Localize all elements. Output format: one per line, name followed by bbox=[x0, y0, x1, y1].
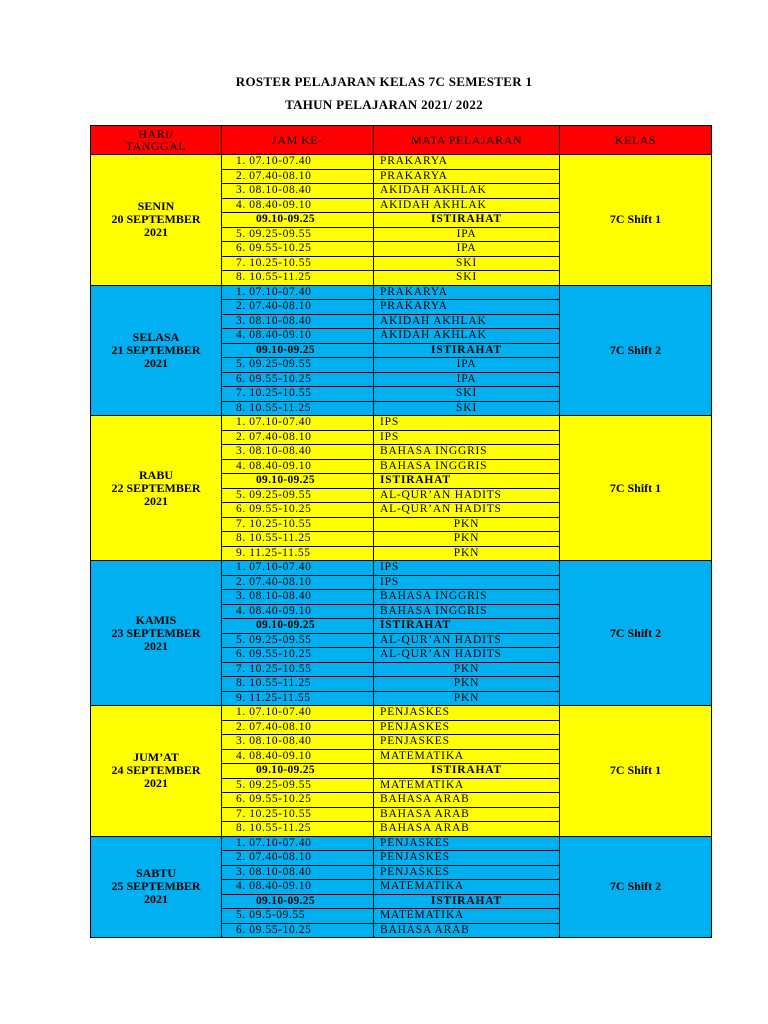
subject-cell: PENJASKES bbox=[374, 851, 560, 866]
day-year: 2021 bbox=[144, 493, 168, 508]
subject-cell: BAHASA INGGRIS bbox=[374, 445, 560, 460]
jam-cell: 4. 08.40-09.10 bbox=[222, 604, 374, 619]
jam-cell: 7. 10.25-10.55 bbox=[222, 256, 374, 271]
subject-cell: MATEMATIKA bbox=[374, 909, 560, 924]
subject-cell: AL-QUR’AN HADITS bbox=[374, 648, 560, 663]
jam-cell: 4. 08.40-09.10 bbox=[222, 749, 374, 764]
break-label-cell: ISTIRAHAT bbox=[374, 343, 560, 358]
day-cell bbox=[91, 706, 222, 837]
subject-cell: BAHASA ARAB bbox=[374, 793, 560, 808]
subject-cell: PRAKARYA bbox=[374, 169, 560, 184]
break-time-cell: 09.10-09.25 bbox=[222, 619, 374, 634]
break-time-cell: 09.10-09.25 bbox=[222, 213, 374, 228]
subject-cell: IPS bbox=[374, 430, 560, 445]
class-cell: 7C Shift 2 bbox=[560, 561, 712, 706]
class-cell: 7C Shift 1 bbox=[560, 416, 712, 561]
jam-cell: 8. 10.55-11.25 bbox=[222, 822, 374, 837]
subject-cell: PENJASKES bbox=[374, 865, 560, 880]
jam-cell: 6. 09.55-10.25 bbox=[222, 503, 374, 518]
jam-cell: 7. 10.25-10.55 bbox=[222, 807, 374, 822]
header-jam: JAM KE- bbox=[222, 126, 374, 155]
jam-cell: 9. 11.25-11.55 bbox=[222, 546, 374, 561]
page-title: ROSTER PELAJARAN KELAS 7C SEMESTER 1 bbox=[235, 74, 533, 89]
subject-cell: AKIDAH AKHLAK bbox=[374, 184, 560, 199]
jam-cell: 2. 07.40-08.10 bbox=[222, 300, 374, 315]
day-year: 2021 bbox=[144, 225, 168, 240]
subject-cell: PRAKARYA bbox=[374, 155, 560, 170]
table-row bbox=[91, 416, 712, 431]
day-day: JUM’AT bbox=[133, 750, 179, 765]
day-date: 22 SEPTEMBER bbox=[111, 480, 201, 495]
jam-cell: 1. 07.10-07.40 bbox=[222, 285, 374, 300]
day-day: SELASA bbox=[132, 329, 180, 344]
jam-cell: 4. 08.40-09.10 bbox=[222, 198, 374, 213]
jam-cell: 6. 09.55-10.25 bbox=[222, 923, 374, 938]
jam-cell: 8. 10.55-11.25 bbox=[222, 271, 374, 286]
subject-cell: AKIDAH AKHLAK bbox=[374, 198, 560, 213]
header-kelas: KELAS bbox=[560, 126, 712, 155]
jam-cell: 3. 08.10-08.40 bbox=[222, 865, 374, 880]
subject-cell: PENJASKES bbox=[374, 706, 560, 721]
subject-cell: AL-QUR’AN HADITS bbox=[374, 488, 560, 503]
jam-cell: 5. 09.5-09.55 bbox=[222, 909, 374, 924]
subject-cell: AKIDAH AKHLAK bbox=[374, 314, 560, 329]
class-cell: 7C Shift 2 bbox=[560, 836, 712, 938]
roster-body bbox=[91, 155, 712, 938]
page-subtitle: TAHUN PELAJARAN 2021/ 2022 bbox=[285, 97, 483, 112]
jam-cell: 8. 10.55-11.25 bbox=[222, 401, 374, 416]
jam-cell: 6. 09.55-10.25 bbox=[222, 793, 374, 808]
subject-cell: IPS bbox=[374, 416, 560, 431]
day-year: 2021 bbox=[144, 776, 168, 791]
table-row bbox=[91, 285, 712, 300]
table-row bbox=[91, 706, 712, 721]
subject-cell: PRAKARYA bbox=[374, 300, 560, 315]
jam-cell: 1. 07.10-07.40 bbox=[222, 836, 374, 851]
jam-cell: 9. 11.25-11.55 bbox=[222, 691, 374, 706]
subject-cell: BAHASA INGGRIS bbox=[374, 604, 560, 619]
jam-cell: 8. 10.55-11.25 bbox=[222, 677, 374, 692]
subject-cell: IPA bbox=[374, 242, 560, 257]
day-cell bbox=[91, 285, 222, 416]
break-label-cell: ISTIRAHAT bbox=[374, 894, 560, 909]
class-cell: 7C Shift 2 bbox=[560, 285, 712, 416]
subject-cell: MATEMATIKA bbox=[374, 778, 560, 793]
jam-cell: 5. 09.25-09.55 bbox=[222, 227, 374, 242]
subject-cell: PENJASKES bbox=[374, 735, 560, 750]
break-label-cell: ISTIRAHAT bbox=[374, 213, 560, 228]
jam-cell: 3. 08.10-08.40 bbox=[222, 445, 374, 460]
subject-cell: PKN bbox=[374, 662, 560, 677]
roster-table bbox=[90, 125, 712, 938]
subject-cell: MATEMATIKA bbox=[374, 880, 560, 895]
jam-cell: 1. 07.10-07.40 bbox=[222, 416, 374, 431]
day-day: SABTU bbox=[135, 866, 176, 881]
subject-cell: IPA bbox=[374, 372, 560, 387]
header-mapel: MATA PELAJARAN bbox=[374, 126, 560, 155]
subject-cell: PRAKARYA bbox=[374, 285, 560, 300]
day-year: 2021 bbox=[144, 355, 168, 370]
subject-cell: SKI bbox=[374, 256, 560, 271]
jam-cell: 3. 08.10-08.40 bbox=[222, 184, 374, 199]
break-time-cell: 09.10-09.25 bbox=[222, 343, 374, 358]
day-date: 20 SEPTEMBER bbox=[111, 212, 201, 227]
subject-cell: BAHASA INGGRIS bbox=[374, 590, 560, 605]
day-cell bbox=[91, 836, 222, 938]
day-year: 2021 bbox=[144, 892, 168, 907]
day-day: RABU bbox=[138, 467, 173, 482]
subject-cell: PENJASKES bbox=[374, 836, 560, 851]
jam-cell: 5. 09.25-09.55 bbox=[222, 778, 374, 793]
jam-cell: 4. 08.40-09.10 bbox=[222, 459, 374, 474]
jam-cell: 8. 10.55-11.25 bbox=[222, 532, 374, 547]
day-day: KAMIS bbox=[135, 612, 177, 627]
jam-cell: 6. 09.55-10.25 bbox=[222, 648, 374, 663]
jam-cell: 3. 08.10-08.40 bbox=[222, 735, 374, 750]
day-year: 2021 bbox=[144, 638, 168, 653]
jam-cell: 7. 10.25-10.55 bbox=[222, 662, 374, 677]
day-cell bbox=[91, 561, 222, 706]
jam-cell: 3. 08.10-08.40 bbox=[222, 590, 374, 605]
header-day-label: HARI/ TANGGAL bbox=[125, 127, 187, 153]
subject-cell: AKIDAH AKHLAK bbox=[374, 329, 560, 344]
day-date: 23 SEPTEMBER bbox=[111, 625, 201, 640]
class-cell: 7C Shift 1 bbox=[560, 155, 712, 286]
subject-cell: IPS bbox=[374, 561, 560, 576]
break-label-cell: ISTIRAHAT bbox=[374, 619, 560, 634]
day-day: SENIN bbox=[137, 199, 175, 214]
subject-cell: PKN bbox=[374, 517, 560, 532]
subject-cell: SKI bbox=[374, 387, 560, 402]
jam-cell: 7. 10.25-10.55 bbox=[222, 387, 374, 402]
jam-cell: 7. 10.25-10.55 bbox=[222, 517, 374, 532]
jam-cell: 3. 08.10-08.40 bbox=[222, 314, 374, 329]
jam-cell: 5. 09.25-09.55 bbox=[222, 633, 374, 648]
jam-cell: 2. 07.40-08.10 bbox=[222, 575, 374, 590]
subject-cell: PKN bbox=[374, 677, 560, 692]
jam-cell: 2. 07.40-08.10 bbox=[222, 851, 374, 866]
jam-cell: 4. 08.40-09.10 bbox=[222, 329, 374, 344]
jam-cell: 1. 07.10-07.40 bbox=[222, 561, 374, 576]
table-row bbox=[91, 561, 712, 576]
break-time-cell: 09.10-09.25 bbox=[222, 764, 374, 779]
jam-cell: 6. 09.55-10.25 bbox=[222, 372, 374, 387]
day-date: 24 SEPTEMBER bbox=[111, 763, 201, 778]
subject-cell: AL-QUR’AN HADITS bbox=[374, 503, 560, 518]
subject-cell: SKI bbox=[374, 271, 560, 286]
break-label-cell: ISTIRAHAT bbox=[374, 474, 560, 489]
subject-cell: PKN bbox=[374, 532, 560, 547]
jam-cell: 2. 07.40-08.10 bbox=[222, 169, 374, 184]
subject-cell: SKI bbox=[374, 401, 560, 416]
subject-cell: BAHASA ARAB bbox=[374, 923, 560, 938]
subject-cell: IPA bbox=[374, 358, 560, 373]
table-row bbox=[91, 836, 712, 851]
jam-cell: 6. 09.55-10.25 bbox=[222, 242, 374, 257]
subject-cell: AL-QUR’AN HADITS bbox=[374, 633, 560, 648]
day-cell bbox=[91, 155, 222, 286]
break-time-cell: 09.10-09.25 bbox=[222, 474, 374, 489]
subject-cell: BAHASA INGGRIS bbox=[374, 459, 560, 474]
subject-cell: PENJASKES bbox=[374, 720, 560, 735]
jam-cell: 5. 09.25-09.55 bbox=[222, 358, 374, 373]
subject-cell: PKN bbox=[374, 546, 560, 561]
class-cell: 7C Shift 1 bbox=[560, 706, 712, 837]
day-cell bbox=[91, 416, 222, 561]
break-label-cell: ISTIRAHAT bbox=[374, 764, 560, 779]
subject-cell: IPA bbox=[374, 227, 560, 242]
subject-cell: BAHASA ARAB bbox=[374, 807, 560, 822]
subject-cell: IPS bbox=[374, 575, 560, 590]
jam-cell: 2. 07.40-08.10 bbox=[222, 720, 374, 735]
header-day bbox=[91, 126, 222, 155]
jam-cell: 1. 07.10-07.40 bbox=[222, 155, 374, 170]
jam-cell: 1. 07.10-07.40 bbox=[222, 706, 374, 721]
day-date: 21 SEPTEMBER bbox=[111, 342, 201, 357]
table-row bbox=[91, 155, 712, 170]
subject-cell: PKN bbox=[374, 691, 560, 706]
jam-cell: 5. 09.25-09.55 bbox=[222, 488, 374, 503]
jam-cell: 4. 08.40-09.10 bbox=[222, 880, 374, 895]
break-time-cell: 09.10-09.25 bbox=[222, 894, 374, 909]
header-row bbox=[91, 126, 712, 155]
jam-cell: 2. 07.40-08.10 bbox=[222, 430, 374, 445]
subject-cell: BAHASA ARAB bbox=[374, 822, 560, 837]
day-date: 25 SEPTEMBER bbox=[111, 879, 201, 894]
subject-cell: MATEMATIKA bbox=[374, 749, 560, 764]
